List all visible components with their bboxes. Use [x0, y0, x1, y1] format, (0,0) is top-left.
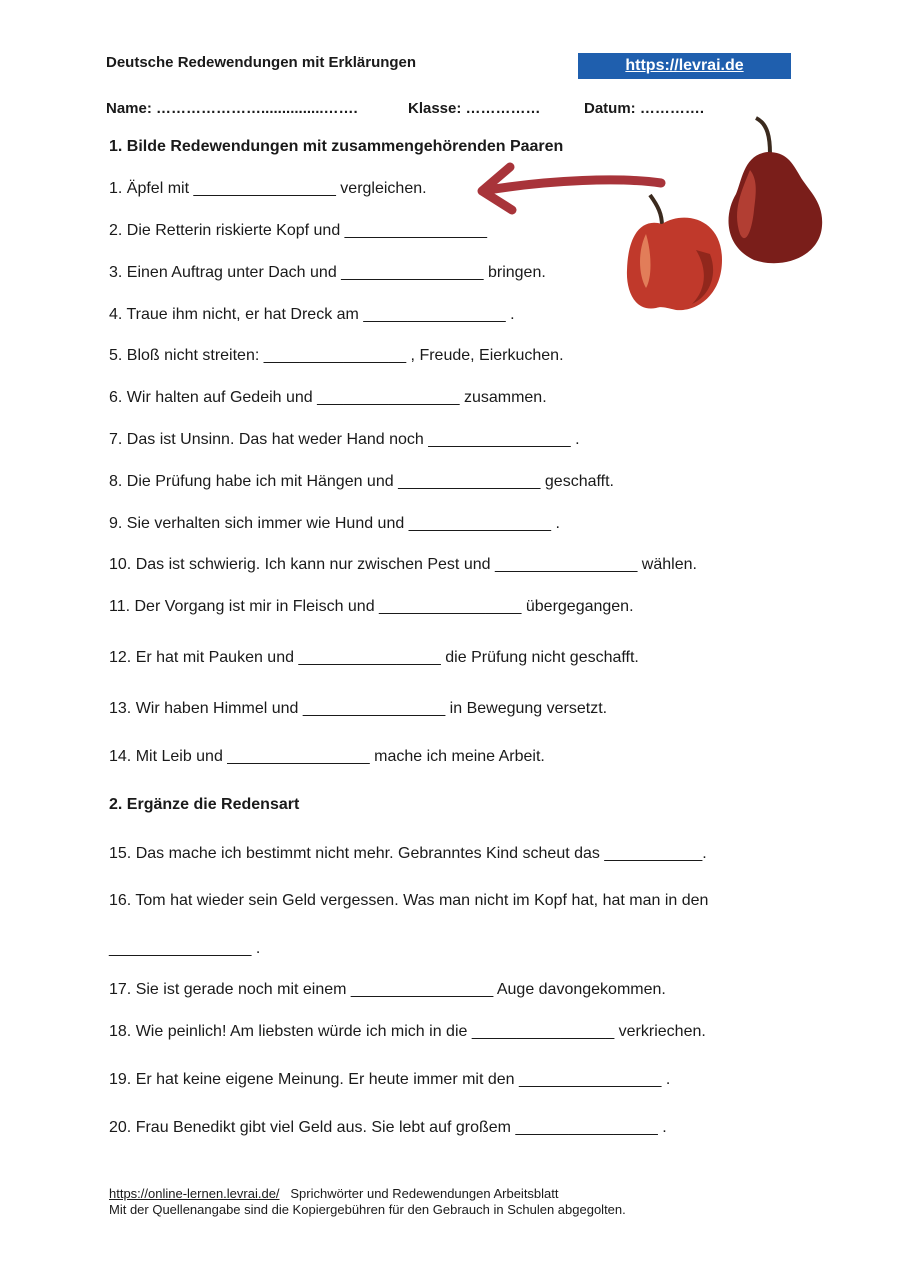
exercise-item-continuation: ________________ .: [109, 940, 261, 957]
fruit-illustration: [470, 110, 830, 315]
exercise-item: 11. Der Vorgang ist mir in Fleisch und ________________ übergegangen.: [109, 598, 634, 615]
site-link-badge[interactable]: [578, 53, 791, 79]
exercise-item: 6. Wir halten auf Gedeih und ________________ zusammen.: [109, 389, 547, 406]
name-field: Name: …………………...............…….: [106, 100, 358, 117]
exercise-item: 10. Das ist schwierig. Ich kann nur zwischen Pest und ________________ wählen.: [109, 556, 697, 573]
footer-subtitle: Sprichwörter und Redewendungen Arbeitsblatt: [290, 1186, 559, 1201]
exercise-item: 2. Die Retterin riskierte Kopf und ________________: [109, 222, 488, 239]
exercise-item: 17. Sie ist gerade noch mit einem ________________ Auge davongekommen.: [109, 981, 666, 998]
section-2-heading: 2. Ergänze die Redensart: [109, 796, 300, 813]
class-field: Klasse: ……………: [408, 100, 541, 117]
worksheet-title: Deutsche Redewendungen mit Erklärungen: [106, 54, 417, 71]
exercise-item: 16. Tom hat wieder sein Geld vergessen. Was man nicht im Kopf hat, hat man in den: [109, 892, 709, 909]
exercise-item: 20. Frau Benedikt gibt viel Geld aus. Sie lebt auf großem ________________ .: [109, 1119, 667, 1136]
site-link[interactable]: https://levrai.de: [625, 57, 744, 74]
arrow-icon: [482, 167, 661, 210]
exercise-item: 19. Er hat keine eigene Meinung. Er heute immer mit den ________________ .: [109, 1071, 671, 1088]
exercise-item: 14. Mit Leib und ________________ mache ich meine Arbeit.: [109, 748, 545, 765]
exercise-item: 9. Sie verhalten sich immer wie Hund und ________________ .: [109, 515, 560, 532]
footer-link[interactable]: https://online-lernen.levrai.de/: [109, 1186, 280, 1201]
exercise-item: 5. Bloß nicht streiten: ________________ , Freude, Eierkuchen.: [109, 347, 564, 364]
exercise-item: 1. Äpfel mit ________________ vergleichen.: [109, 180, 427, 197]
exercise-item: 8. Die Prüfung habe ich mit Hängen und ________________ geschafft.: [109, 473, 614, 490]
exercise-item: 15. Das mache ich bestimmt nicht mehr. Gebranntes Kind scheut das ___________.: [109, 845, 707, 862]
footer-line: [109, 1186, 559, 1201]
exercise-item: 13. Wir haben Himmel und ________________ in Bewegung versetzt.: [109, 700, 608, 717]
section-1-heading: 1. Bilde Redewendungen mit zusammengehörenden Paaren: [109, 138, 564, 155]
exercise-item: 18. Wie peinlich! Am liebsten würde ich mich in die ________________ verkriechen.: [109, 1023, 706, 1040]
pear-icon: [729, 118, 823, 263]
apple-icon: [627, 195, 722, 310]
footer-notice: Mit der Quellenangabe sind die Kopiergebühren für den Gebrauch in Schulen abgegolten.: [109, 1202, 626, 1217]
exercise-item: 3. Einen Auftrag unter Dach und ________________ bringen.: [109, 264, 546, 281]
exercise-item: 4. Traue ihm nicht, er hat Dreck am ________________ .: [109, 306, 515, 323]
exercise-item: 7. Das ist Unsinn. Das hat weder Hand noch ________________ .: [109, 431, 580, 448]
date-field: Datum: ………….: [584, 100, 704, 117]
exercise-item: 12. Er hat mit Pauken und ________________ die Prüfung nicht geschafft.: [109, 649, 639, 666]
